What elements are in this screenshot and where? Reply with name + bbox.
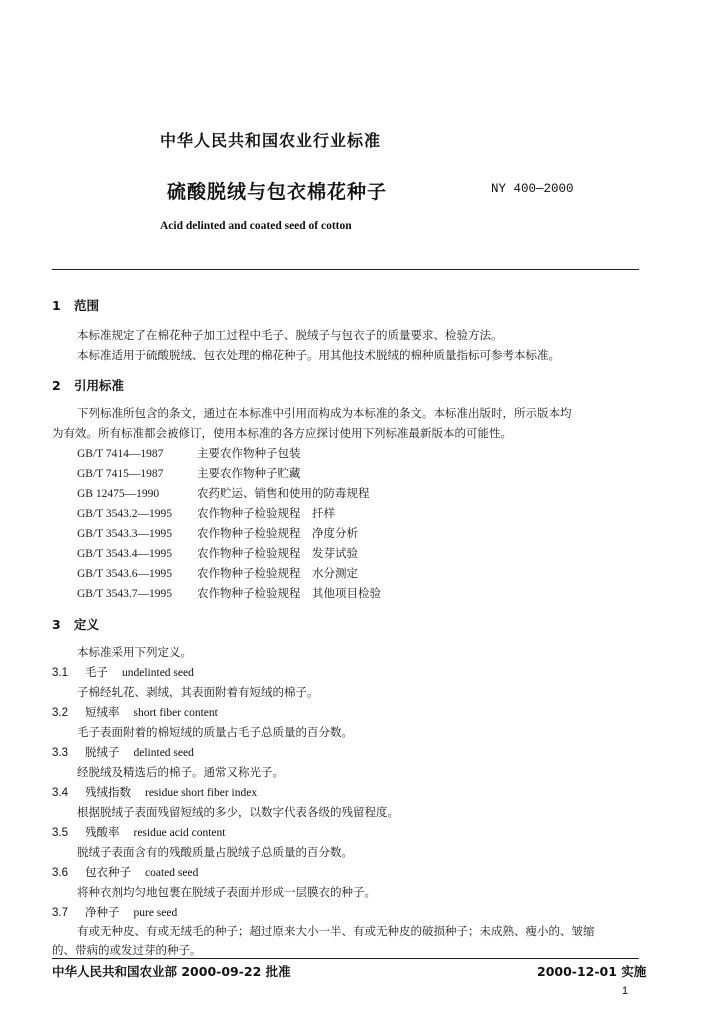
reference-title: 主要农作物种子包装 — [197, 446, 301, 460]
term-number: 3.3 — [52, 747, 68, 759]
section-number: 2 — [52, 378, 61, 393]
standard-title-chinese: 硫酸脱绒与包衣棉花种子 — [167, 181, 388, 203]
term-english: pure seed — [133, 907, 178, 919]
reference-code: GB/T 3543.6—1995 — [77, 568, 172, 580]
term-number: 3.6 — [52, 867, 68, 879]
term-chinese: 脱绒子 — [85, 745, 120, 759]
section-3-heading — [52, 615, 99, 633]
term-chinese: 残酸率 — [85, 825, 120, 839]
reference-code: GB/T 3543.4—1995 — [77, 548, 172, 560]
term-english: delinted seed — [133, 747, 194, 759]
paragraph: 本标准适用于硫酸脱绒、包衣处理的棉花种子。用其他技术脱绒的棉种质量指标可参考本标准。 — [77, 348, 560, 362]
footer-divider — [52, 958, 639, 959]
reference-code: GB/T 3543.2—1995 — [77, 508, 172, 520]
section-1-heading — [52, 296, 99, 314]
term-english: coated seed — [145, 867, 199, 879]
term-chinese: 净种子 — [85, 905, 120, 919]
term-definition: 有或无种皮、有或无绒毛的种子；超过原来大小一半、有或无种皮的破损种子；未成熟、瘦小的、皱缩 — [77, 924, 595, 938]
implementation-date: 2000-12-01 实施 — [537, 964, 647, 979]
section-number: 1 — [52, 298, 61, 313]
term-chinese: 残绒指数 — [85, 785, 131, 799]
term-heading — [52, 704, 218, 720]
paragraph: 为有效。所有标准都会被修订，使用本标准的各方应探讨使用下列标准最新版本的可能性。 — [52, 426, 512, 440]
term-heading — [52, 824, 225, 840]
reference-item — [77, 565, 358, 581]
header-divider — [52, 269, 639, 270]
reference-item — [77, 445, 301, 461]
reference-code: GB/T 7414—1987 — [77, 448, 164, 460]
term-number: 3.4 — [52, 787, 68, 799]
term-heading — [52, 864, 198, 880]
term-definition: 将种衣剂均匀地包裹在脱绒子表面并形成一层膜衣的种子。 — [77, 885, 376, 899]
reference-code: GB 12475—1990 — [77, 488, 160, 500]
reference-item — [77, 585, 381, 601]
term-number: 3.7 — [52, 907, 68, 919]
term-english: residue acid content — [133, 827, 226, 839]
reference-item — [77, 505, 335, 521]
term-heading — [52, 664, 194, 680]
term-english: short fiber content — [133, 707, 218, 719]
section-2-heading — [52, 376, 124, 394]
term-definition: 脱绒子表面含有的残酸质量占脱绒子总质量的百分数。 — [77, 845, 353, 859]
term-definition: 毛子表面附着的棉短绒的质量占毛子总质量的百分数。 — [77, 725, 353, 739]
reference-code: GB/T 3543.3—1995 — [77, 528, 172, 540]
paragraph: 本标准采用下列定义。 — [77, 645, 192, 659]
reference-title: 农药贮运、销售和使用的防毒规程 — [197, 486, 370, 500]
section-title: 范围 — [74, 298, 100, 313]
reference-title: 农作物种子检验规程 水分测定 — [197, 566, 358, 580]
reference-title: 农作物种子检验规程 发芽试验 — [197, 546, 358, 560]
reference-code: GB/T 7415—1987 — [77, 468, 164, 480]
section-title: 引用标准 — [74, 378, 125, 393]
reference-item — [77, 485, 370, 501]
term-definition: 子棉经轧花、剥绒，其表面附着有短绒的棉子。 — [77, 685, 319, 699]
reference-item — [77, 525, 358, 541]
term-chinese: 毛子 — [85, 665, 108, 679]
term-english: residue short fiber index — [145, 787, 258, 799]
reference-code: GB/T 3543.7—1995 — [77, 588, 172, 600]
term-definition: 经脱绒及精选后的棉子。通常又称光子。 — [77, 765, 284, 779]
term-chinese: 包衣种子 — [85, 865, 131, 879]
reference-title: 农作物种子检验规程 其他项目检验 — [197, 586, 381, 600]
term-definition: 的、带病的或发过芽的种子。 — [52, 943, 202, 957]
issuing-organization: 中华人民共和国农业行业标准 — [160, 131, 382, 150]
term-definition: 根据脱绒子表面残留短绒的多少，以数字代表各级的残留程度。 — [77, 805, 399, 819]
section-number: 3 — [52, 617, 61, 632]
term-heading — [52, 784, 257, 800]
standard-code: NY 400—2000 — [491, 182, 574, 196]
term-number: 3.2 — [52, 707, 68, 719]
reference-item — [77, 545, 358, 561]
term-english: undelinted seed — [122, 667, 194, 679]
term-number: 3.5 — [52, 827, 68, 839]
paragraph: 下列标准所包含的条文，通过在本标准中引用而构成为本标准的条文。本标准出版时，所示版本均 — [77, 406, 572, 420]
term-heading — [52, 904, 177, 920]
section-title: 定义 — [74, 617, 100, 632]
standard-title-english: Acid delinted and coated seed of cotton — [160, 220, 352, 232]
reference-title: 主要农作物种子贮藏 — [197, 466, 301, 480]
reference-title: 农作物种子检验规程 净度分析 — [197, 526, 358, 540]
reference-item — [77, 465, 301, 481]
reference-title: 农作物种子检验规程 扦样 — [197, 506, 335, 520]
paragraph: 本标准规定了在棉花种子加工过程中毛子、脱绒子与包衣子的质量要求、检验方法。 — [77, 328, 503, 342]
approval-info: 中华人民共和国农业部 2000-09-22 批准 — [52, 964, 291, 979]
term-heading — [52, 744, 194, 760]
page-number: 1 — [622, 985, 629, 997]
term-chinese: 短绒率 — [85, 705, 120, 719]
term-number: 3.1 — [52, 667, 68, 679]
